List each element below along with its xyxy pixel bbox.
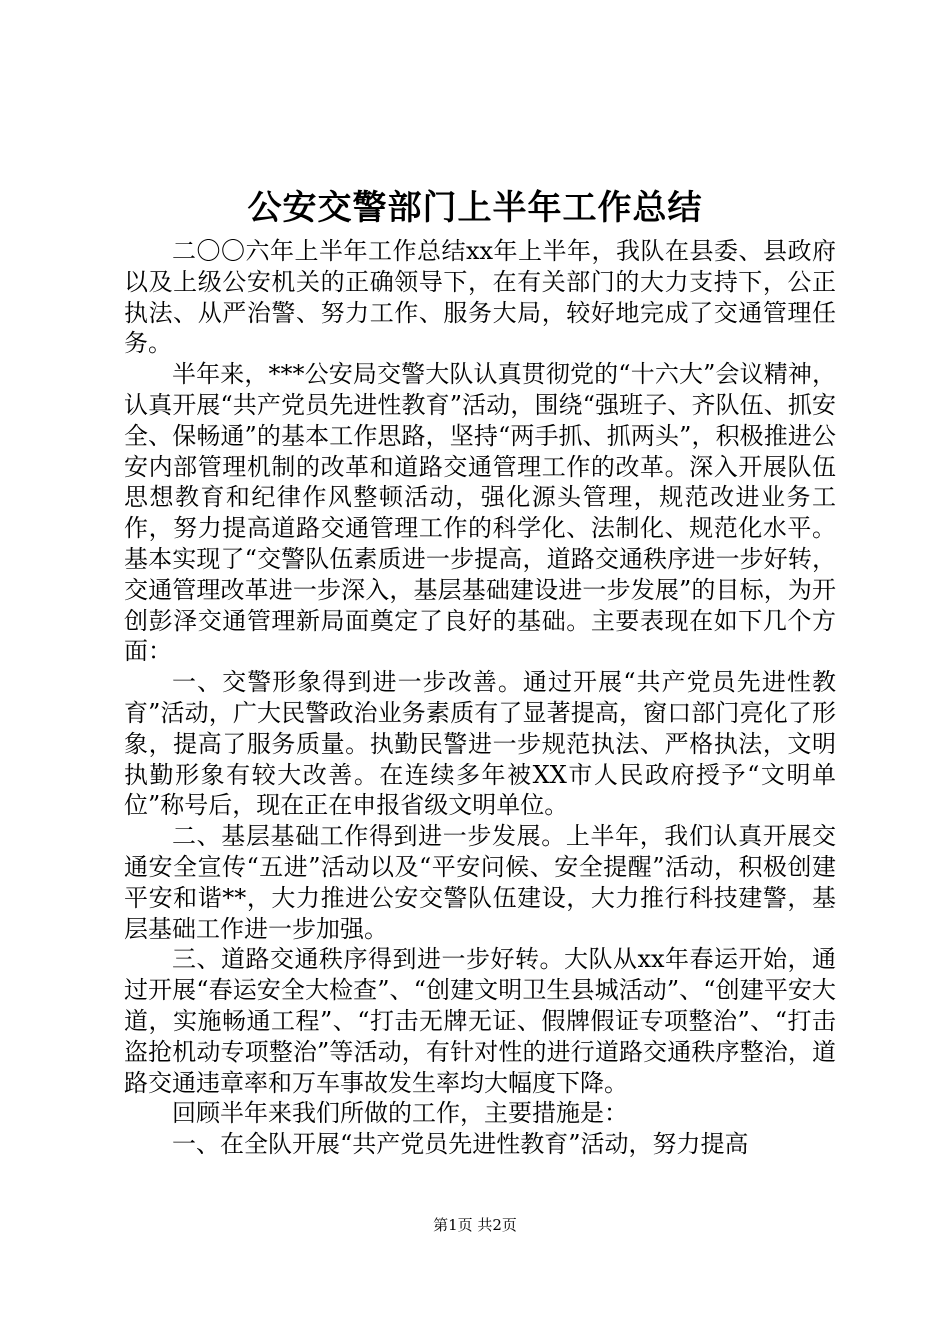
page-number-footer: 第1页 共2页 [433, 1216, 517, 1234]
paragraph-measures-intro: 回顾半年来我们所做的工作，主要措施是： [172, 1099, 628, 1128]
paragraph-point-1: 一、交警形象得到进一步改善。通过开展“共产党员先进性教育”活动，广大民警政治业务素质有了显著提高，窗口部门亮化了形象，提高了服务质量。执勤民警进一步规范执法、严格执法，文明执勤形象有较大改善。在连续多年被XX市人民政府授予“文明单位”称号后，现在正在申报省级文明单位。 [124, 668, 836, 820]
paragraph-point-2: 二、基层基础工作得到进一步发展。上半年，我们认真开展交通安全宣传“五进”活动以及“平安问候、安全提醒”活动，积极创建平安和谐**，大力推进公安交警队伍建设，大力推行科技建警，基层基础工作进一步加强。 [124, 822, 836, 943]
paragraph-measure-1: 一、在全队开展“共产党员先进性教育”活动，努力提高 [172, 1130, 749, 1159]
document-body [124, 236, 836, 1160]
document-title: 公安交警部门上半年工作总结 [247, 188, 703, 228]
paragraph-overview: 半年来，***公安局交警大队认真贯彻党的“十六大”会议精神，认真开展“共产党员先进性教育”活动，围绕“强班子、齐队伍、抓安全、保畅通”的基本工作思路，坚持“两手抓、抓两头”，积极推进公安内部管理机制的改革和道路交通管理工作的改革。深入开展队伍思想教育和纪律作风整顿活动，强化源头管理，规范改进业务工作，努力提高道路交通管理工作的科学化、法制化、规范化水平。基本实现了“交警队伍素质进一步提高，道路交通秩序进一步好转，交通管理改革进一步深入，基层基础建设进一步发展”的目标，为开创彭泽交通管理新局面奠定了良好的基础。主要表现在如下几个方面： [124, 360, 836, 666]
paragraph-intro: 二〇〇六年上半年工作总结xx年上半年，我队在县委、县政府以及上级公安机关的正确领导下，在有关部门的大力支持下，公正执法、从严治警、努力工作、服务大局，较好地完成了交通管理任务。 [124, 237, 836, 358]
paragraph-point-3: 三、道路交通秩序得到进一步好转。大队从xx年春运开始，通过开展“春运安全大检查”、“创建文明卫生县城活动”、“创建平安大道，实施畅通工程”、“打击无牌无证、假牌假证专项整治”、“打击盗抢机动专项整治”等活动，有针对性的进行道路交通秩序整治，道路交通违章率和万车事故发生率均大幅度下降。 [124, 945, 836, 1097]
